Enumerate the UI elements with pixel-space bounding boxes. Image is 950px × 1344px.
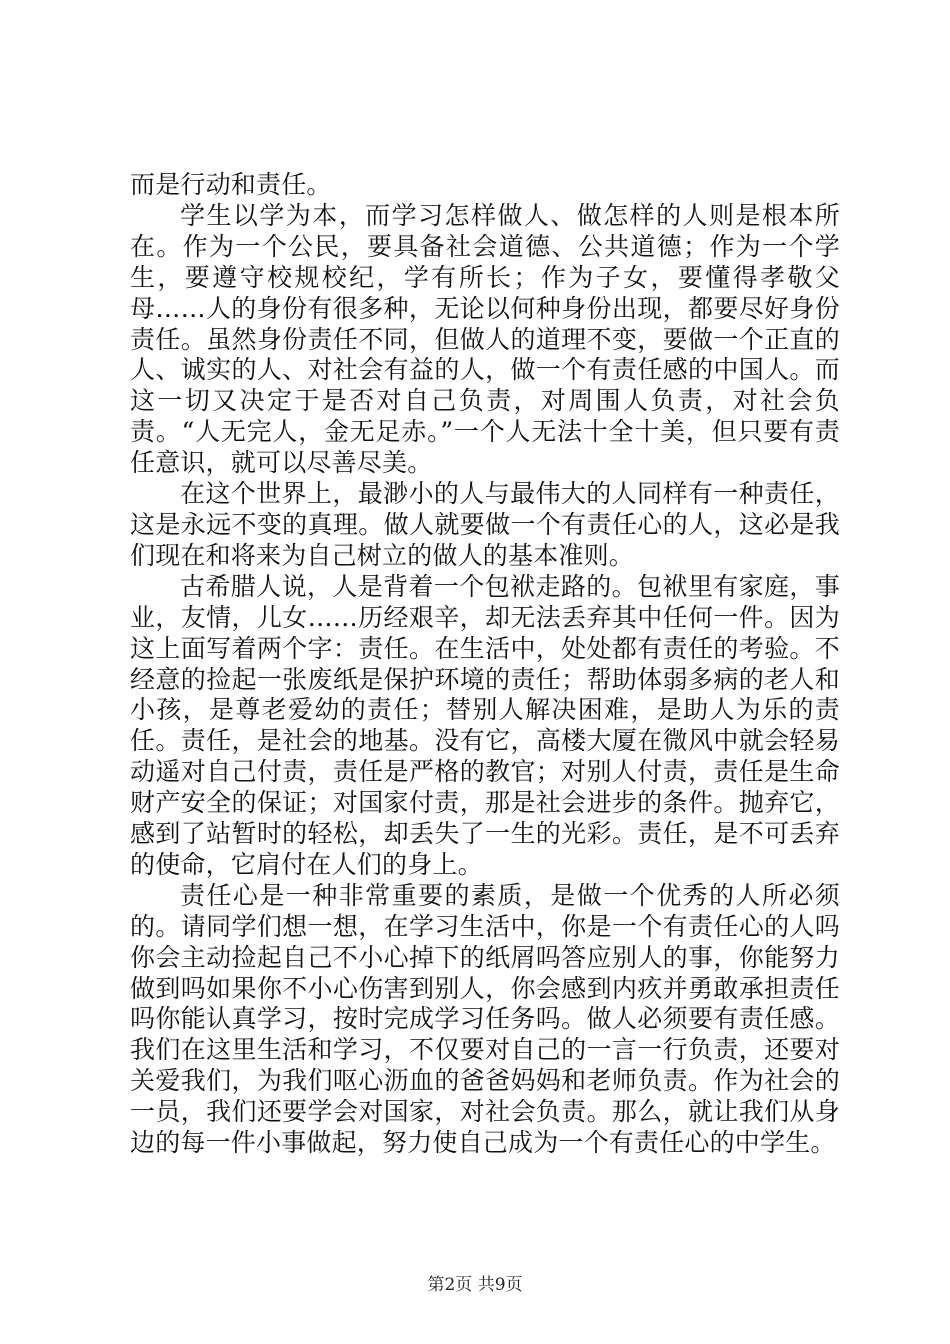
paragraph: 在这个世界上，最渺小的人与最伟大的人同样有一种责任，这是永远不变的真理。做人就要做一个有责任心的人，这必是我们现在和将来为自己树立的做人的基本准则。 [130, 479, 840, 570]
paragraph: 责任心是一种非常重要的素质，是做一个优秀的人所必须的。请同学们想一想，在学习生活中，你是一个有责任心的人吗你会主动捡起自己不小心掉下的纸屑吗答应别人的事，你能努力做到吗如果你不小心伤害到别人，你会感到内疚并勇敢承担责任吗你能认真学习，按时完成学习任务吗。做人必须要有责任感。我们在这里生活和学习，不仅要对自己的一言一行负责，还要对关爱我们，为我们呕心沥血的爸爸妈妈和老师负责。作为社会的一员，我们还要学会对国家，对社会负责。那么，就让我们从身边的每一件小事做起，努力使自己成为一个有责任心的中学生。 [130, 880, 840, 1158]
paragraph-continuation: 而是行动和责任。 [130, 170, 332, 199]
document-body [130, 170, 840, 1159]
page-number-footer: 第2页 共9页 [427, 1275, 523, 1295]
paragraph: 学生以学为本，而学习怎样做人、做怎样的人则是根本所在。作为一个公民，要具备社会道德、公共道德；作为一个学生，要遵守校规校纪，学有所长；作为子女，要懂得孝敬父母……人的身份有很多种，无论以何种身份出现，都要尽好身份责任。虽然身份责任不同，但做人的道理不变，要做一个正直的人、诚实的人、对社会有益的人，做一个有责任感的中国人。而这一切又决定于是否对自己负责，对周围人负责，对社会负责。“人无完人，金无足赤。”一个人无法十全十美，但只要有责任意识，就可以尽善尽美。 [130, 200, 840, 478]
paragraph: 古希腊人说，人是背着一个包袱走路的。包袱里有家庭，事业，友情，儿女……历经艰辛，却无法丢弃其中任何一件。因为这上面写着两个字：责任。在生活中，处处都有责任的考验。不经意的捡起一张废纸是保护环境的责任；帮助体弱多病的老人和小孩，是尊老爱幼的责任；替别人解决困难，是助人为乐的责任。责任，是社会的地基。没有它，高楼大厦在微风中就会轻易动遥对自己付责，责任是严格的教官；对别人付责，责任是生命财产安全的保证；对国家付责，那是社会进步的条件。抛弃它，感到了站暂时的轻松，却丢失了一生的光彩。责任，是不可丢弃的使命，它肩付在人们的身上。 [130, 571, 840, 879]
